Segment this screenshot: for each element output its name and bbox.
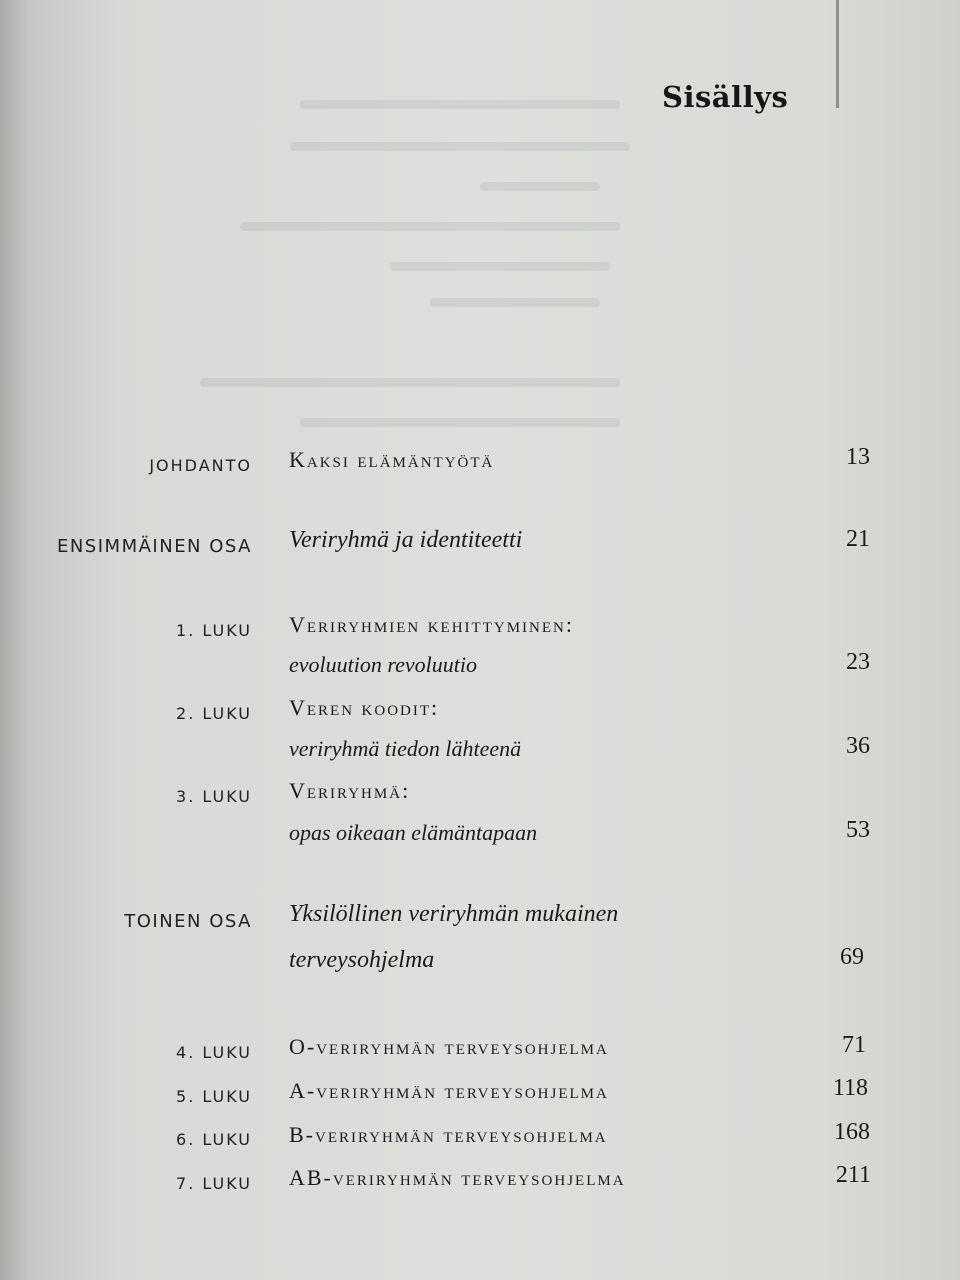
toc-subtitle: evoluution revoluutio — [289, 652, 477, 677]
toc-label: JOHDANTO — [149, 456, 252, 475]
page-edge-line — [836, 0, 839, 108]
toc-title: Kaksi elämäntyötä — [289, 447, 495, 472]
toc-page-number: 69 — [840, 944, 864, 970]
toc-title: B-veriryhmän terveysohjelma — [289, 1122, 608, 1147]
toc-subtitle: terveysohjelma — [289, 947, 435, 973]
toc-label: 6. LUKU — [176, 1130, 252, 1149]
toc-title: Yksilöllinen veriryhmän mukainen — [289, 901, 619, 927]
toc-page-number: 168 — [834, 1119, 870, 1145]
toc-label: 1. LUKU — [176, 621, 252, 640]
toc-label: 4. LUKU — [176, 1043, 252, 1062]
toc-title: Veren koodit: — [289, 695, 440, 720]
toc-label: 5. LUKU — [176, 1087, 252, 1106]
toc-title: Veriryhmien kehittyminen: — [289, 612, 574, 637]
toc-subtitle: opas oikeaan elämäntapaan — [289, 820, 538, 845]
toc-page-number: 71 — [842, 1032, 866, 1058]
toc-subtitle: veriryhmä tiedon lähteenä — [289, 736, 522, 761]
toc-label: ENSIMMÄINEN OSA — [56, 536, 252, 557]
toc-title: AB-veriryhmän terveysohjelma — [289, 1165, 626, 1190]
toc-page-number: 36 — [846, 733, 870, 759]
toc-title: A-veriryhmän terveysohjelma — [289, 1078, 609, 1103]
toc-title: Veriryhmä ja identiteetti — [289, 527, 523, 553]
toc-page-number: 53 — [846, 817, 870, 843]
toc-label: TOINEN OSA — [124, 911, 252, 932]
toc-label: 2. LUKU — [176, 704, 252, 723]
toc-page-number: 23 — [846, 649, 870, 675]
page-title: Sisällys — [662, 80, 789, 114]
toc-label: 7. LUKU — [176, 1174, 252, 1193]
toc-label: 3. LUKU — [176, 787, 252, 806]
toc-page-number: 13 — [846, 444, 870, 470]
toc-page-number: 211 — [835, 1162, 871, 1188]
toc-title: O-veriryhmän terveysohjelma — [289, 1034, 609, 1059]
toc-page-number: 118 — [832, 1075, 868, 1101]
toc-page-number: 21 — [846, 526, 870, 552]
toc-title: Veriryhmä: — [289, 778, 411, 803]
